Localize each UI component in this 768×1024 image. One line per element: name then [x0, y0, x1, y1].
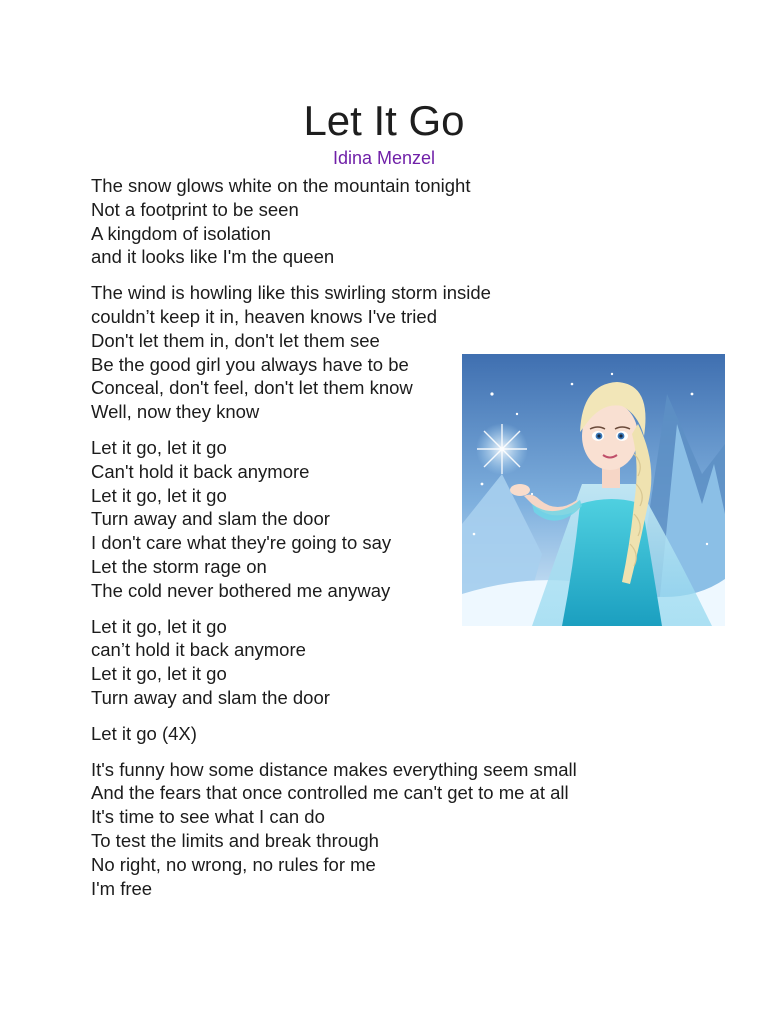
lyric-line: can’t hold it back anymore: [91, 639, 306, 661]
lyric-line: Not a footprint to be seen: [91, 198, 299, 220]
stanza: [91, 758, 651, 901]
lyric-line: Let it go, let it go: [91, 484, 227, 506]
lyric-line: Let it go, let it go: [91, 663, 227, 685]
lyric-line: Turn away and slam the door: [91, 508, 330, 530]
lyric-line: Well, now they know: [91, 401, 260, 423]
lyric-line: It's time to see what I can do: [91, 806, 325, 828]
lyric-line: To test the limits and break through: [91, 829, 379, 851]
lyric-line: Let it go (4X): [91, 722, 197, 744]
lyric-line: Let the storm rage on: [91, 555, 267, 577]
lyric-line: Let it go, let it go: [91, 615, 227, 637]
lyric-line: I'm free: [91, 877, 153, 899]
lyric-line: And the fears that once controlled me can't get to me at all: [91, 782, 569, 804]
artist-name: Idina Menzel: [332, 148, 436, 168]
lyric-line: The snow glows white on the mountain tonight: [91, 175, 471, 196]
elsa-illustration: [462, 354, 725, 626]
lyric-line: Don't let them in, don't let them see: [91, 329, 380, 351]
lyric-line: I don't care what they're going to say: [91, 532, 392, 554]
lyric-line: Can't hold it back anymore: [91, 460, 310, 482]
lyric-line: A kingdom of isolation: [91, 222, 271, 244]
lyric-line: The wind is howling like this swirling storm inside: [91, 282, 491, 304]
lyric-line: Conceal, don't feel, don't let them know: [91, 377, 413, 399]
lyric-line: It's funny how some distance makes everything seem small: [91, 758, 577, 780]
lyric-line: The cold never bothered me anyway: [91, 579, 391, 601]
song-title: Let It Go: [303, 97, 465, 144]
lyric-line: couldn’t keep it in, heaven knows I've tried: [91, 305, 437, 327]
stanza: [91, 174, 651, 269]
lyric-line: Let it go, let it go: [91, 436, 227, 458]
lyric-line: and it looks like I'm the queen: [91, 246, 335, 268]
stanza: [91, 722, 651, 746]
lyric-line: No right, no wrong, no rules for me: [91, 853, 376, 875]
lyric-line: Turn away and slam the door: [91, 686, 330, 708]
stanza: [91, 615, 651, 710]
lyric-line: Be the good girl you always have to be: [91, 353, 409, 375]
